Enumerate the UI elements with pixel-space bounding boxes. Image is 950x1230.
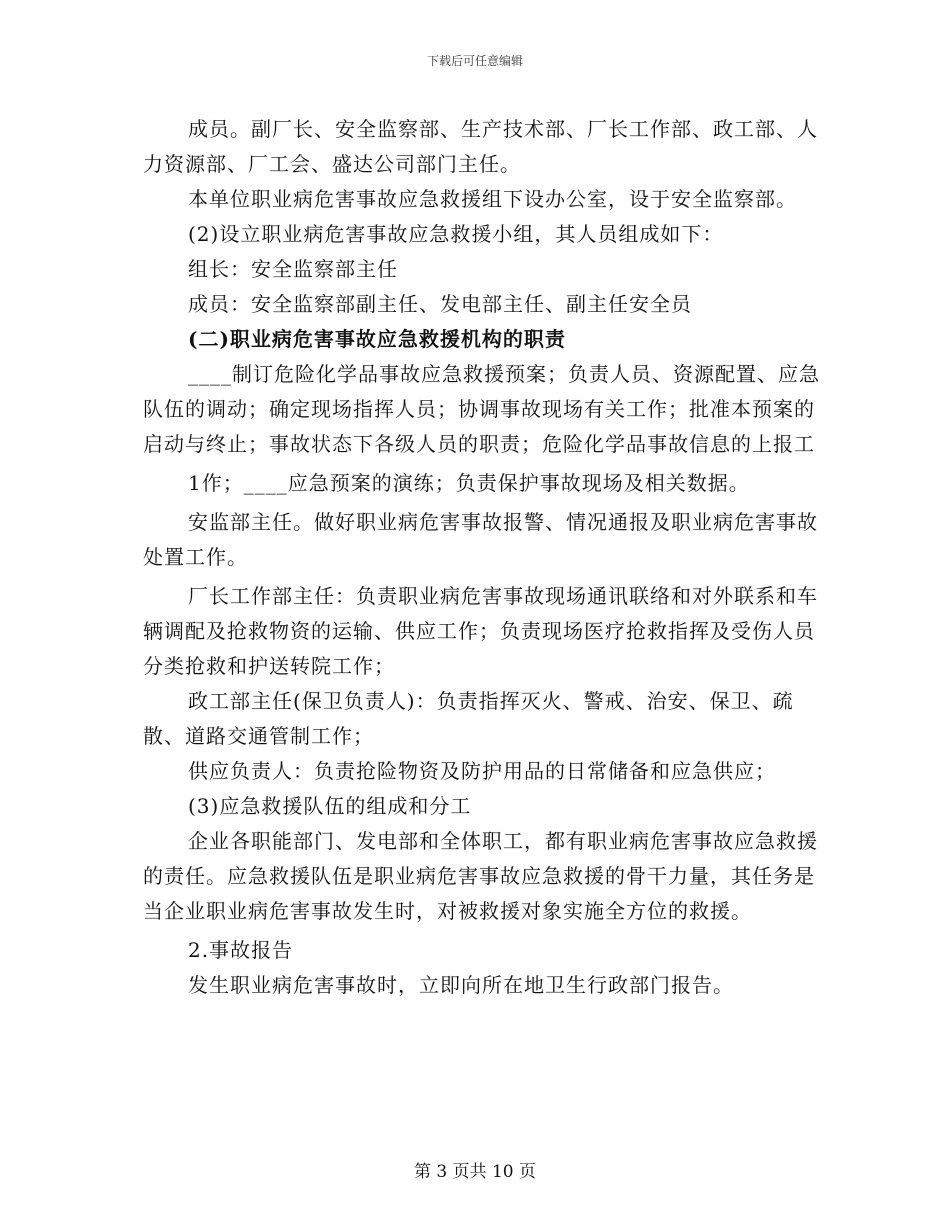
paragraph-rescue-team: 企业各职能部门、发电部和全体职工，都有职业病危害事故应急救援的责任。应急救援队伍是职业病危害事故应急救援的骨干力量，其任务是当企业职业病危害事故发生时，对被救援对象实施全方位的救援。 (143, 829, 818, 923)
paragraph-team-setup: (2)设立职业病危害事故应急救援小组，其人员组成如下： (188, 222, 724, 246)
paragraph-rescue-team-heading: (3)应急救援队伍的组成和分工 (188, 794, 472, 818)
page-header: 下载后可任意编辑 (426, 54, 523, 68)
document-body (143, 112, 823, 1003)
section-heading-duties: (二)职业病危害事故应急救援机构的职责 (188, 327, 566, 351)
paragraph-drill: 1作；____应急预案的演练；负责保护事故现场及相关数据。 (188, 471, 750, 495)
section-heading-report: 2.事故报告 (188, 938, 294, 962)
paragraph-members: 成员。副厂长、安全监察部、生产技术部、厂长工作部、政工部、人力资源部、厂工会、盛达公司部门主任。 (143, 117, 818, 176)
paragraph-factory-office: 厂长工作部主任：负责职业病危害事故现场通讯联络和对外联系和车辆调配及抢救物资的运输、供应工作；负责现场医疗抢救指挥及受伤人员分类抢救和护送转院工作； (143, 584, 818, 678)
paragraph-team-leader: 组长：安全监察部主任 (188, 257, 398, 281)
paragraph-safety-director: 安监部主任。做好职业病危害事故报警、情况通报及职业病危害事故处置工作。 (143, 510, 818, 569)
paragraph-report: 发生职业病危害事故时，立即向所在地卫生行政部门报告。 (188, 973, 734, 997)
page-number: 第 3 页共 10 页 (413, 1162, 537, 1182)
paragraph-team-members: 成员：安全监察部副主任、发电部主任、副主任安全员 (188, 292, 692, 316)
paragraph-office: 本单位职业病危害事故应急救援组下设办公室，设于安全监察部。 (188, 187, 797, 211)
paragraph-supply-head: 供应负责人：负责抢险物资及防护用品的日常储备和应急供应； (188, 759, 776, 783)
paragraph-security-head: 政工部主任(保卫负责人)：负责指挥灭火、警戒、治安、保卫、疏散、道路交通管制工作； (143, 689, 794, 748)
paragraph-plan-duties: ____制订危险化学品事故应急救援预案；负责人员、资源配置、应急队伍的调动；确定现场指挥人员；协调事故现场有关工作；批准本预案的启动与终止；事故状态下各级人员的职责；危险化学品事故信息的上报工 (143, 362, 820, 456)
